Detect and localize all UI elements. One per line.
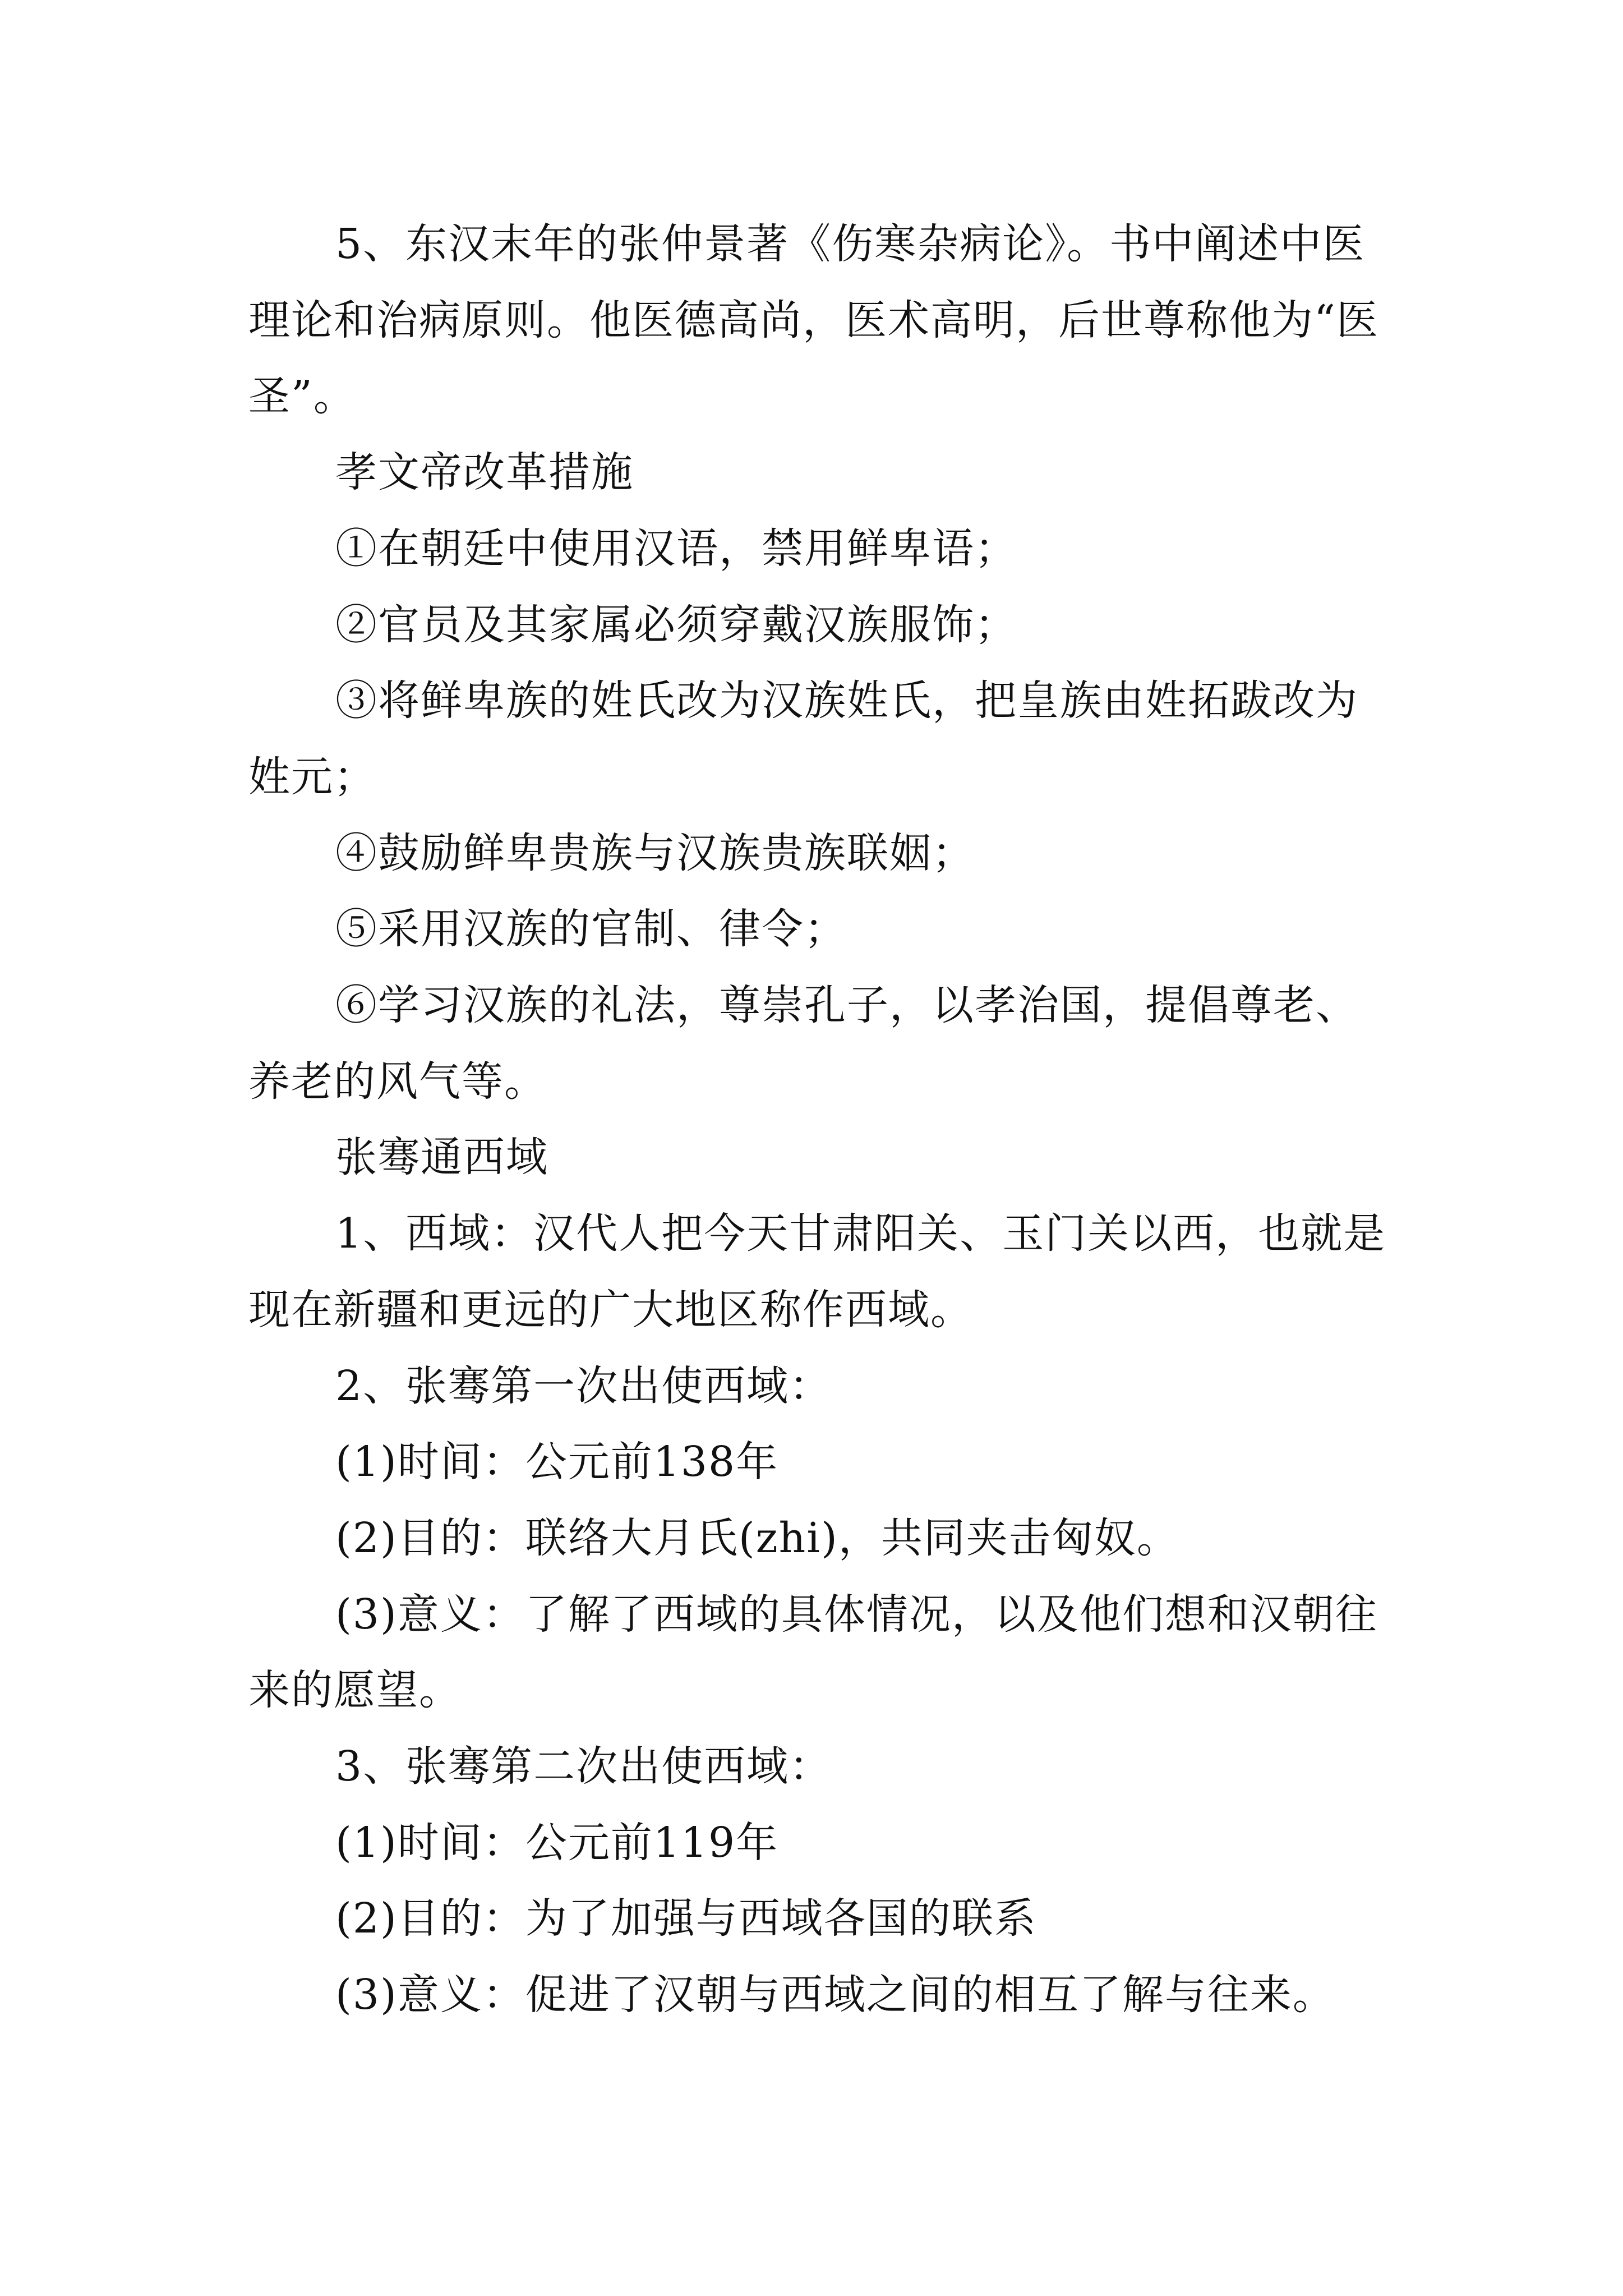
first-mission-time: (1)时间：公元前138年 (335, 1438, 779, 1487)
paragraph-zhang-zhongjing: 5、东汉末年的张仲景著《伤寒杂病论》。书中阐述中医理论和治病原则。他医德高尚，医术高明，后世尊称他为“医圣”。 (248, 220, 1379, 421)
second-mission-purpose: (2)目的：为了加强与西域各国的联系 (335, 1894, 1037, 1943)
reform-item-2: ②官员及其家属必须穿戴汉族服饰； (335, 600, 1017, 649)
document-body (248, 206, 1393, 2033)
reform-item-5: ⑤采用汉族的官制、律令； (335, 905, 847, 954)
first-mission-heading: 2、张骞第一次出使西域： (335, 1361, 832, 1410)
second-mission-significance: (3)意义：促进了汉朝与西域之间的相互了解与往来。 (335, 1971, 1335, 2019)
reform-item-4: ④鼓励鲜卑贵族与汉族贵族联姻； (335, 829, 975, 877)
first-mission-significance: (3)意义：了解了西域的具体情况，以及他们想和汉朝往来的愿望。 (248, 1590, 1378, 1715)
second-mission-time: (1)时间：公元前119年 (335, 1818, 779, 1867)
western-regions-definition: 1、西域：汉代人把今天甘肃阳关、玉门关以西，也就是现在新疆和更远的广大地区称作西域。 (248, 1209, 1386, 1334)
reform-item-3: ③将鲜卑族的姓氏改为汉族姓氏，把皇族由姓拓跋改为姓元； (248, 677, 1358, 801)
reform-item-6: ⑥学习汉族的礼法，尊崇孔子，以孝治国，提倡尊老、养老的风气等。 (248, 981, 1358, 1106)
reform-item-1: ①在朝廷中使用汉语，禁用鲜卑语； (335, 524, 1017, 573)
heading-xiaowendi-reform: 孝文帝改革措施 (335, 448, 634, 497)
second-mission-heading: 3、张骞第二次出使西域： (335, 1742, 832, 1791)
first-mission-purpose: (2)目的：联络大月氏(zhi)，共同夹击匈奴。 (335, 1513, 1179, 1562)
heading-zhang-qian: 张骞通西域 (335, 1133, 548, 1182)
